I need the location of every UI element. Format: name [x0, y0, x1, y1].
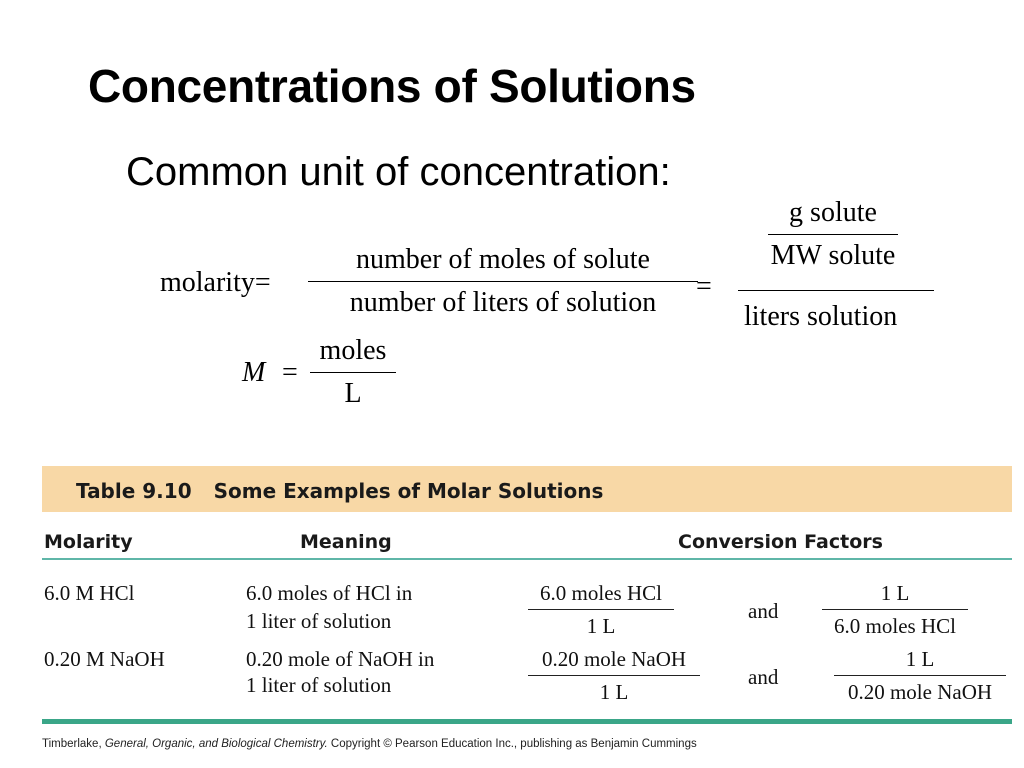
column-header-conversion-factors: Conversion Factors [678, 531, 883, 553]
alt-inner-denominator: MW solute [770, 240, 896, 271]
short-denominator: L [344, 378, 362, 409]
alt-equals-sign: = [696, 271, 712, 302]
conversion-factor-1 [528, 580, 674, 639]
and-text: and [748, 665, 779, 689]
header-divider [42, 558, 1012, 560]
meaning-line2: 1 liter of solution [246, 609, 392, 633]
molarity-fraction [308, 243, 698, 320]
meaning-line1: 6.0 moles of HCl in [246, 581, 413, 605]
conversion-factor-2 [834, 646, 1006, 705]
meaning-line2: 1 liter of solution [246, 673, 392, 697]
fraction-numerator: number of moles of solute [356, 244, 650, 275]
table-number: Table 9.10 [76, 479, 192, 503]
conversion-factor-2 [822, 580, 968, 639]
and-text: and [748, 599, 779, 623]
slide-subtitle: Common unit of concentration: [126, 150, 671, 194]
table-caption: Some Examples of Molar Solutions [213, 479, 604, 503]
factor-numerator: 0.20 mole NaOH [541, 647, 687, 671]
short-molarity-symbol: M [242, 357, 266, 388]
alt-compound-fraction [738, 196, 938, 346]
equals-sign: = [254, 267, 271, 298]
column-header-meaning: Meaning [300, 531, 392, 553]
factor-numerator: 1 L [905, 647, 935, 671]
alt-inner-numerator: g solute [789, 197, 877, 228]
short-fraction [310, 334, 396, 411]
credit-author: Timberlake, [42, 738, 102, 750]
credit-copyright: Copyright © Pearson Education Inc., publishing as Benjamin Cummings [330, 738, 697, 750]
factor-numerator: 1 L [880, 581, 910, 605]
molarity-lhs [160, 266, 271, 300]
molarity-label: molarity [160, 267, 255, 298]
fraction-denominator: number of liters of solution [349, 287, 657, 318]
short-numerator: moles [319, 335, 387, 366]
slide-title: Concentrations of Solutions [88, 60, 696, 112]
factor-denominator: 0.20 mole NaOH [847, 680, 993, 704]
table-title [76, 478, 603, 504]
alt-denominator: liters solution [744, 301, 898, 332]
alt-main-bar [738, 290, 934, 291]
alt-inner-fraction [768, 196, 898, 273]
molarity-cell: 6.0 M HCl [44, 581, 135, 605]
credit-book-title: General, Organic, and Biological Chemistry. [104, 738, 328, 750]
meaning-line1: 0.20 mole of NaOH in [246, 647, 435, 671]
factor-denominator: 6.0 moles HCl [834, 614, 956, 638]
factor-numerator: 6.0 moles HCl [540, 581, 662, 605]
molarity-cell: 0.20 M NaOH [44, 647, 165, 671]
table-bottom-rule [42, 719, 1012, 724]
factor-denominator: 1 L [586, 614, 616, 638]
source-credit [42, 736, 697, 752]
short-equals-sign: = [282, 357, 298, 388]
column-header-molarity: Molarity [44, 531, 133, 553]
factor-denominator: 1 L [599, 680, 629, 704]
short-lhs [242, 356, 265, 390]
conversion-factor-1 [528, 646, 700, 705]
